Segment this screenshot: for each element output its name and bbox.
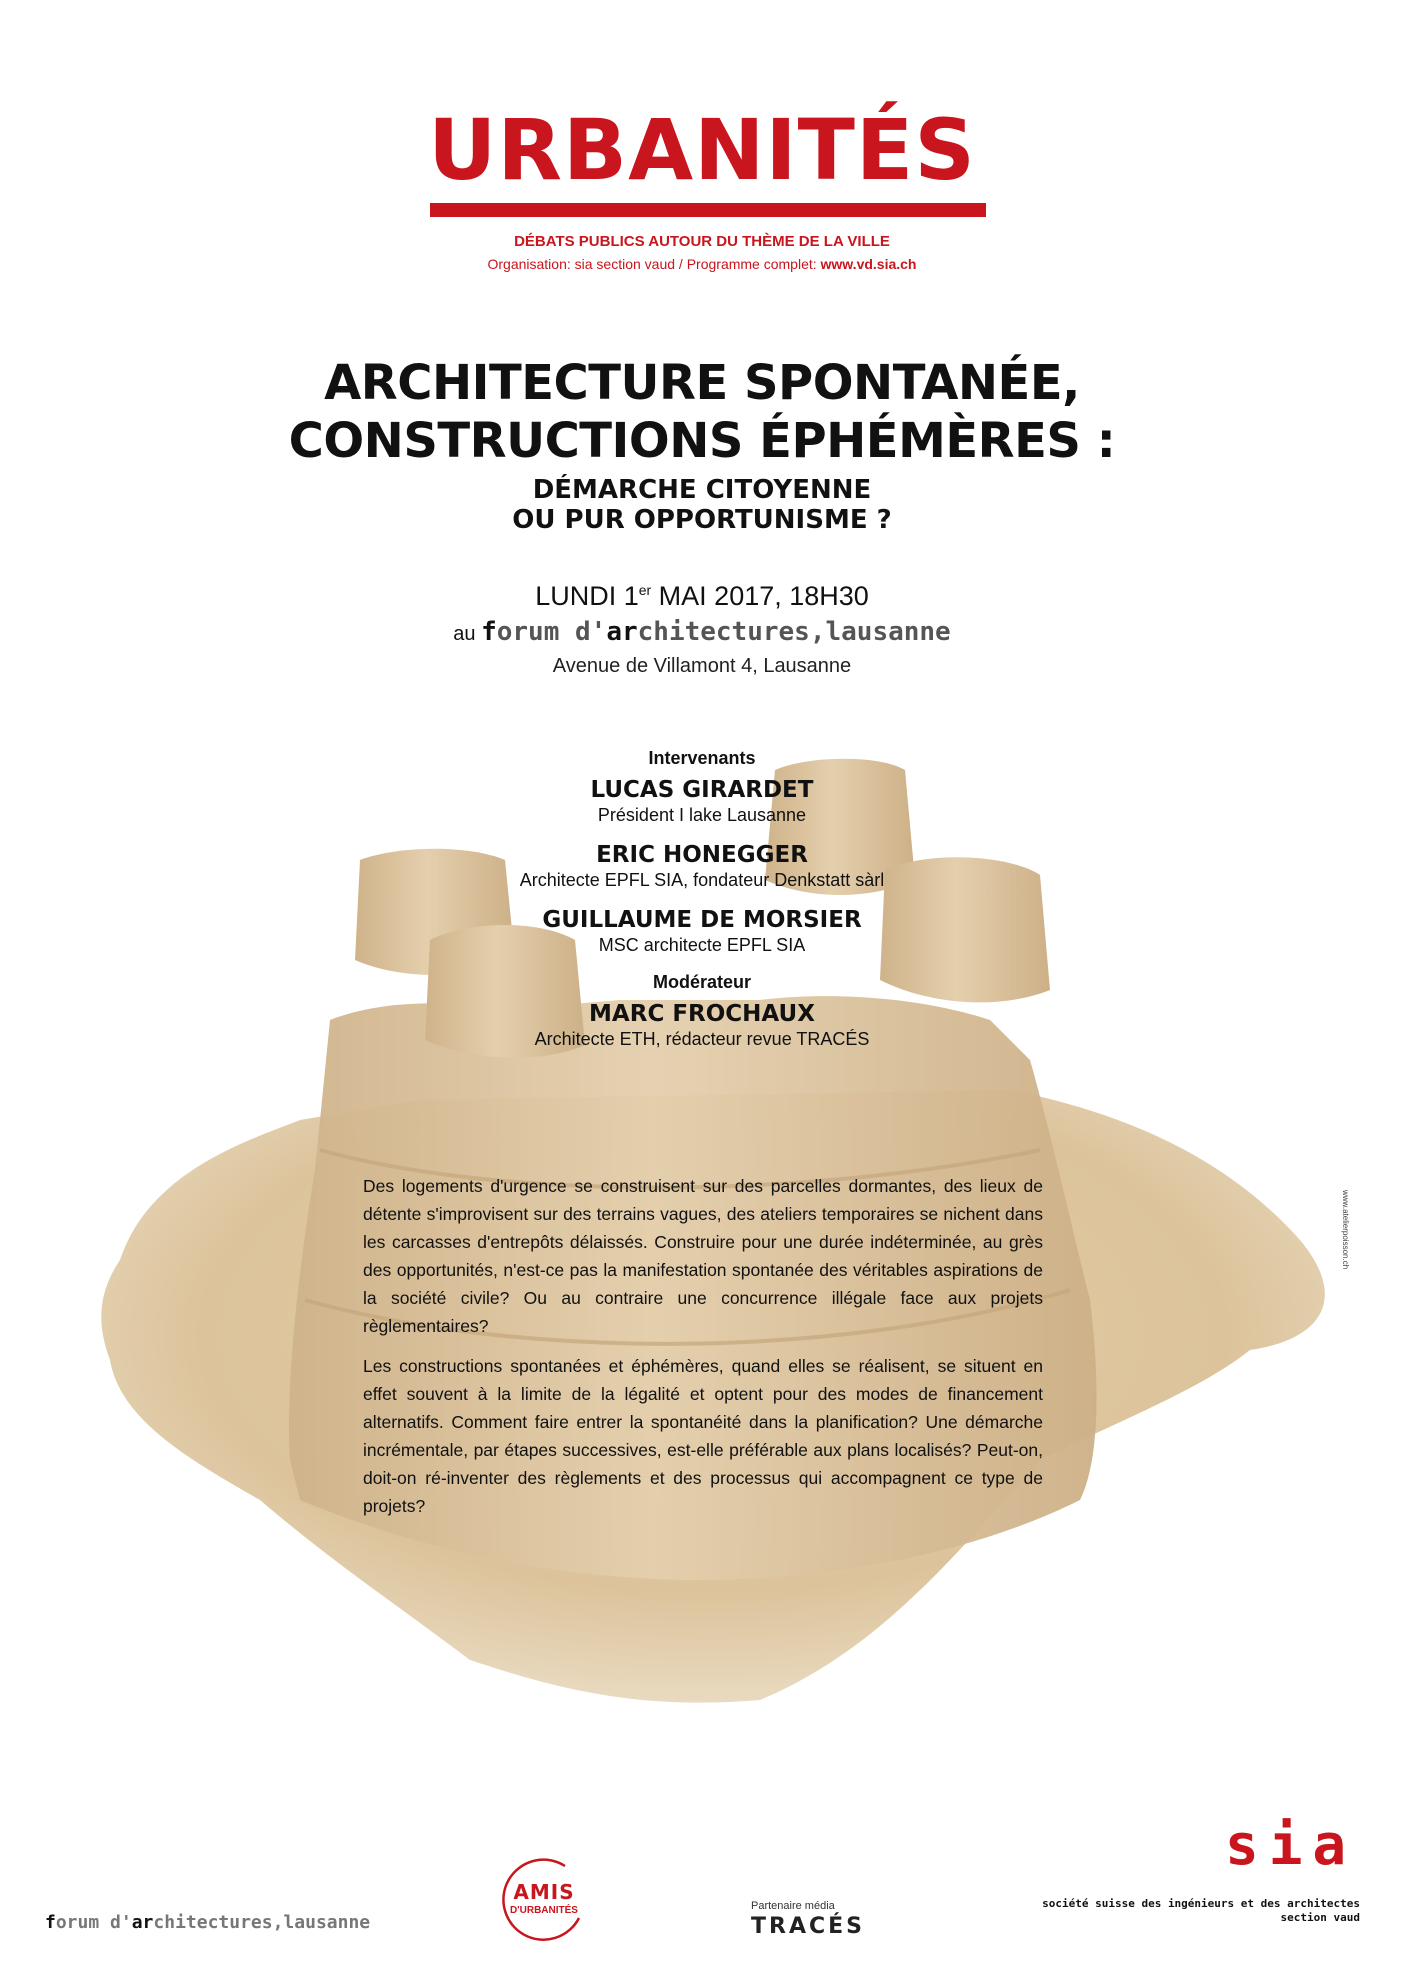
sia-line1: société suisse des ingénieurs et des architectes [1042, 1897, 1360, 1910]
sia-logo[interactable]: sia [1225, 1813, 1357, 1878]
masthead-title: URBANITÉS [428, 101, 976, 199]
event-date-rest: MAI 2017, 18H30 [651, 581, 869, 611]
speaker-name: LUCAS GIRARDET [590, 777, 814, 803]
venue-prefix: au [453, 623, 476, 645]
event-subtitle-line2: OU PUR OPPORTUNISME ? [512, 505, 892, 535]
description-text [363, 1172, 1043, 1532]
organisation-line [0, 256, 1404, 272]
event-subtitle [0, 475, 1404, 535]
speaker-desc: Architecte EPFL SIA, fondateur Denkstatt sàrl [519, 870, 885, 890]
forum-logo-inline: forum d'architectures,lausanne [481, 617, 951, 647]
moderator-desc: Architecte ETH, rédacteur revue TRACÉS [534, 1029, 870, 1049]
forum-logo[interactable]: forum d'architectures,lausanne [45, 1912, 371, 1933]
event-title [0, 354, 1404, 470]
event-title-line1: ARCHITECTURE SPONTANÉE, [324, 355, 1080, 411]
speaker-desc: MSC architecte EPFL SIA [598, 935, 806, 955]
moderator-heading: Modérateur [652, 972, 751, 992]
speaker-name: GUILLAUME DE MORSIER [542, 907, 862, 933]
organisation-prefix: Organisation: sia section vaud / Programme complet: [487, 256, 817, 272]
sia-line2: section vaud [1280, 1911, 1360, 1924]
event-day: LUNDI 1 [535, 581, 639, 611]
speaker-desc: Président I lake Lausanne [597, 805, 807, 825]
moderator-name: MARC FROCHAUX [589, 1001, 815, 1027]
event-subtitle-line1: DÉMARCHE CITOYENNE [532, 475, 872, 505]
tagline: DÉBATS PUBLICS AUTOUR DU THÈME DE LA VILLE [514, 233, 890, 250]
amis-logo-line1: AMIS [513, 1880, 575, 1904]
speaker-name: ERIC HONEGGER [596, 842, 808, 868]
event-day-suffix: er [638, 582, 652, 598]
masthead-rule [430, 203, 986, 217]
event-venue [0, 617, 1404, 647]
organisation-link[interactable]: www.vd.sia.ch [820, 256, 917, 272]
event-address: Avenue de Villamont 4, Lausanne [552, 655, 852, 677]
speakers-section [0, 748, 1404, 1066]
partner-logo[interactable]: TRACÉS [751, 1914, 865, 1939]
description-paragraph-2: Les constructions spontanées et éphémères, quand elles se réalisent, se situent en effet souvent à la limite de la légalité et optent pour des modes de financement alternatifs. Comment faire entrer la spontanéité dans la planification? Une démarche incrémentale, par étapes successives, est-elle préférable aux plans localisés? Peut-on, doit-on ré-inventer des règlements et des processus qui accompagnent ce type de projets? [363, 1356, 1043, 1516]
speakers-heading: Intervenants [648, 748, 756, 768]
amis-logo-line2: D'URBANITÉS [510, 1905, 578, 1916]
side-credit-url: www.atelierpoisson.ch [1341, 1190, 1350, 1270]
description-paragraph-1: Des logements d'urgence se construisent sur des parcelles dormantes, des lieux de détente s'improvisent sur des terrains vagues, des ateliers temporaires se nichent dans les carcasses d'entrepôts délaissés. Construire pour une durée indéterminée, au grès des opportunités, n'est-ce pas la manifestation spontanée des véritables aspirations de la société civile? Ou au contraire une concurrence illégale face aux projets règlementaires? [363, 1176, 1043, 1336]
event-title-line2: CONSTRUCTIONS ÉPHÉMÈRES : [288, 413, 1116, 469]
partner-label: Partenaire média [751, 1900, 835, 1912]
sia-description [1000, 1897, 1360, 1925]
event-date [0, 581, 1404, 612]
